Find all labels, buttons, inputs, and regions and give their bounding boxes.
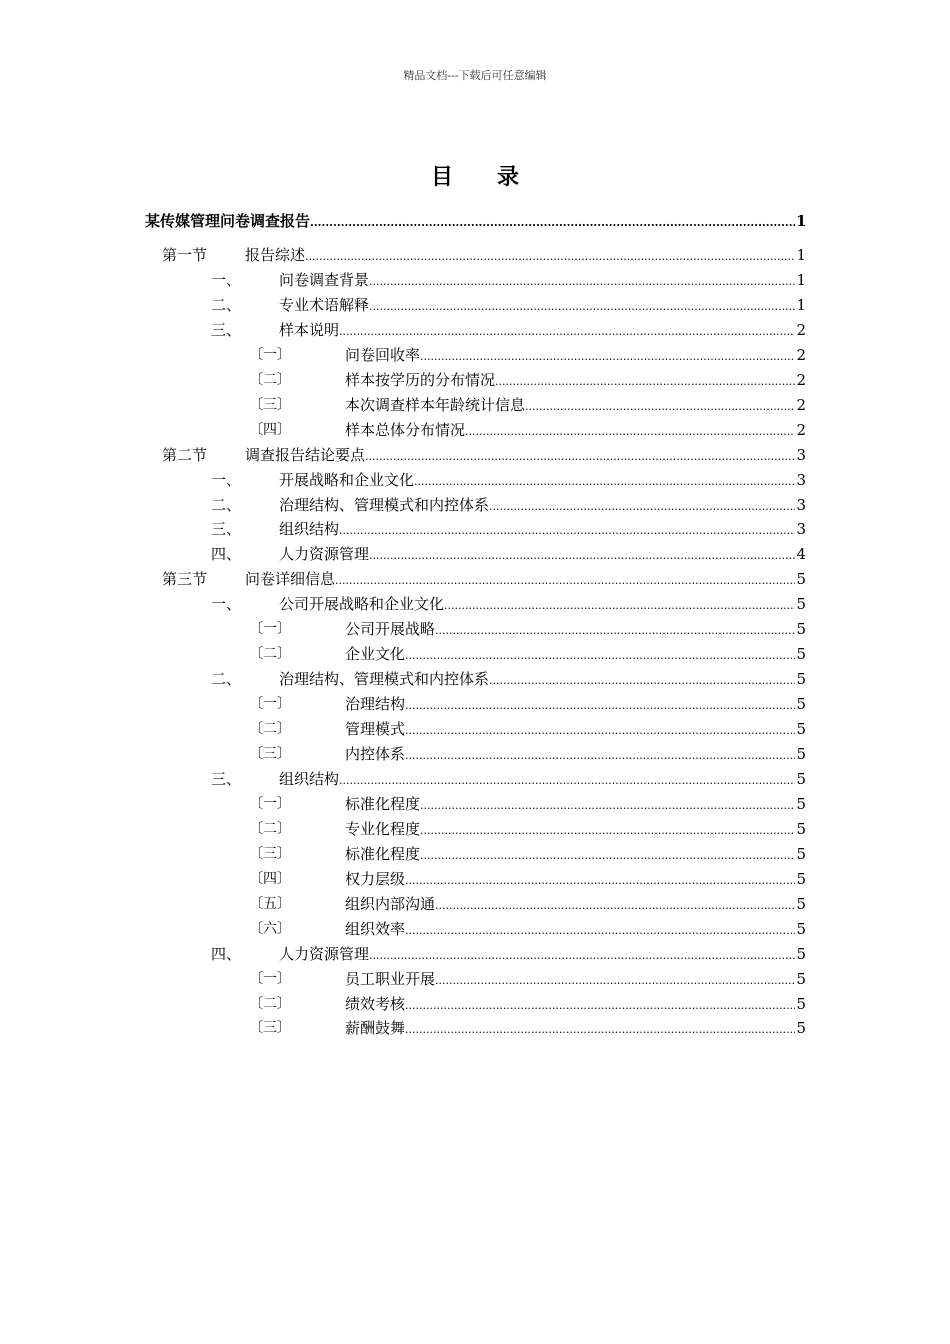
toc-entry-page-number: 5 — [796, 1019, 806, 1037]
toc-entry-leader-line — [279, 269, 795, 293]
toc-entry[interactable] — [0, 968, 950, 990]
toc-entry-title: 绩效考核 — [345, 995, 406, 1013]
toc-dot-leader — [369, 271, 795, 293]
toc-entry-leader-line — [279, 494, 795, 518]
toc-entry-number: 第二节 — [162, 446, 208, 464]
toc-entry-title: 员工职业开展 — [345, 970, 436, 988]
toc-entry-title: 标准化程度 — [345, 795, 421, 813]
toc-dot-leader — [405, 995, 795, 1017]
toc-entry-page-number: 1 — [796, 212, 807, 230]
toc-dot-leader — [420, 795, 795, 817]
toc-dot-leader — [405, 745, 795, 767]
toc-entry-page-number: 5 — [796, 595, 806, 613]
toc-entry-page-number: 2 — [796, 421, 806, 439]
toc-dot-leader — [369, 945, 795, 967]
toc-dot-leader — [435, 970, 795, 992]
toc-entry-title: 公司开展战略 — [345, 620, 436, 638]
toc-entry[interactable] — [0, 369, 950, 391]
toc-dot-leader — [369, 296, 795, 318]
toc-entry-number: 三、 — [211, 321, 242, 339]
toc-entry-number: 〔二〕 — [249, 721, 291, 737]
toc-entry-title: 组织效率 — [345, 920, 406, 938]
toc-entry[interactable] — [0, 419, 950, 441]
toc-entry[interactable] — [0, 843, 950, 865]
toc-dot-leader — [405, 920, 795, 942]
toc-entry[interactable] — [0, 210, 950, 232]
toc-entry-page-number: 5 — [796, 895, 806, 913]
toc-entry-number: 〔二〕 — [249, 372, 291, 388]
toc-entry-title: 组织结构 — [279, 770, 340, 788]
toc-dot-leader — [420, 845, 795, 867]
toc-entry-number: 三、 — [211, 520, 242, 538]
toc-entry-leader-line — [345, 419, 795, 443]
toc-entry-number: 〔三〕 — [249, 846, 291, 862]
toc-entry-leader-line — [345, 743, 795, 767]
toc-entry[interactable] — [0, 993, 950, 1015]
toc-entry[interactable] — [0, 244, 950, 266]
toc-entry-leader-line — [279, 518, 795, 542]
toc-entry[interactable] — [0, 718, 950, 740]
toc-entry[interactable] — [0, 269, 950, 291]
toc-entry-page-number: 5 — [796, 995, 806, 1013]
toc-entry-leader-line — [345, 643, 795, 667]
toc-entry[interactable] — [0, 643, 950, 665]
toc-entry-page-number: 5 — [796, 670, 806, 688]
toc-entry-number: 〔二〕 — [249, 646, 291, 662]
toc-entry[interactable] — [0, 294, 950, 316]
toc-entry-page-number: 4 — [796, 545, 806, 563]
toc-entry-number: 〔一〕 — [249, 971, 291, 987]
toc-entry-title: 企业文化 — [345, 645, 406, 663]
toc-entry-leader-line — [279, 294, 795, 318]
toc-dot-leader — [420, 346, 795, 368]
toc-dot-leader — [365, 446, 795, 468]
toc-entry-leader-line — [279, 768, 795, 792]
toc-entry-page-number: 5 — [796, 795, 806, 813]
toc-entry[interactable] — [0, 918, 950, 940]
toc-entry[interactable] — [0, 518, 950, 540]
toc-entry-title: 问卷回收率 — [345, 346, 421, 364]
toc-entry-page-number: 5 — [796, 620, 806, 638]
toc-entry-page-number: 3 — [796, 446, 806, 464]
toc-entry-number: 〔二〕 — [249, 821, 291, 837]
toc-entry-title: 组织结构 — [279, 520, 340, 538]
toc-entry-title: 本次调查样本年龄统计信息 — [345, 396, 526, 414]
toc-entry-number: 〔四〕 — [249, 422, 291, 438]
toc-entry-leader-line — [345, 1017, 795, 1041]
toc-entry-page-number: 3 — [796, 496, 806, 514]
toc-entry[interactable] — [0, 693, 950, 715]
toc-entry-page-number: 5 — [796, 770, 806, 788]
toc-entry-title: 样本总体分布情况 — [345, 421, 466, 439]
toc-entry-number: 〔二〕 — [249, 996, 291, 1012]
toc-entry-number: 四、 — [211, 545, 242, 563]
toc-entry[interactable] — [0, 768, 950, 790]
toc-entry-leader-line — [345, 993, 795, 1017]
toc-entry-leader-line — [279, 319, 795, 343]
toc-entry[interactable] — [0, 494, 950, 516]
toc-entry-leader-line — [279, 593, 795, 617]
toc-entry[interactable] — [0, 1017, 950, 1039]
toc-entry-leader-line — [345, 968, 795, 992]
toc-entry-title: 标准化程度 — [345, 845, 421, 863]
toc-entry-leader-line — [345, 693, 795, 717]
toc-entry-page-number: 2 — [796, 396, 806, 414]
toc-entry-leader-line — [345, 344, 795, 368]
toc-entry[interactable] — [0, 469, 950, 491]
toc-entry-leader-line — [345, 918, 795, 942]
toc-entry-title: 内控体系 — [345, 745, 406, 763]
toc-entry[interactable] — [0, 893, 950, 915]
toc-entry-title: 报告综述 — [245, 246, 306, 264]
toc-entry-number: 〔三〕 — [249, 746, 291, 762]
toc-entry-page-number: 2 — [796, 346, 806, 364]
toc-entry-leader-line — [345, 718, 795, 742]
toc-entry-title: 样本按学历的分布情况 — [345, 371, 496, 389]
toc-entry-number: 第一节 — [162, 246, 208, 264]
toc-dot-leader — [495, 371, 795, 393]
toc-dot-leader — [444, 595, 795, 617]
toc-entry-number: 〔三〕 — [249, 397, 291, 413]
toc-entry[interactable] — [0, 668, 950, 690]
toc-entry-title: 问卷详细信息 — [245, 570, 336, 588]
toc-entry-number: 二、 — [211, 496, 242, 514]
toc-entry-leader-line — [345, 394, 795, 418]
toc-entry-leader-line — [245, 244, 795, 268]
toc-entry[interactable] — [0, 793, 950, 815]
toc-entry[interactable] — [0, 618, 950, 640]
toc-entry-leader-line — [279, 668, 795, 692]
toc-entry-leader-line — [279, 469, 795, 493]
toc-entry-title: 人力资源管理 — [279, 545, 370, 563]
toc-entry[interactable] — [0, 743, 950, 765]
toc-entry-title: 治理结构、管理模式和内控体系 — [279, 670, 490, 688]
toc-entry[interactable] — [0, 868, 950, 890]
toc-dot-leader — [305, 246, 795, 268]
toc-entry[interactable] — [0, 319, 950, 341]
toc-entry-title: 某传媒管理问卷调查报告 — [145, 212, 311, 230]
toc-entry-page-number: 5 — [796, 820, 806, 838]
toc-entry-title: 权力层级 — [345, 870, 406, 888]
toc-entry-number: 四、 — [211, 945, 242, 963]
toc-dot-leader — [465, 421, 795, 443]
toc-entry-page-number: 1 — [796, 271, 806, 289]
toc-entry-number: 二、 — [211, 670, 242, 688]
toc-dot-leader — [405, 870, 795, 892]
toc-entry-leader-line — [245, 444, 795, 468]
toc-entry-number: 〔三〕 — [249, 1020, 291, 1036]
toc-dot-leader — [310, 212, 795, 234]
toc-entry-number: 〔一〕 — [249, 621, 291, 637]
toc-entry[interactable] — [0, 394, 950, 416]
toc-entry-page-number: 2 — [796, 371, 806, 389]
toc-entry-page-number: 3 — [796, 520, 806, 538]
toc-entry-leader-line — [345, 868, 795, 892]
toc-dot-leader — [339, 770, 795, 792]
toc-entry-page-number: 5 — [796, 720, 806, 738]
toc-entry-leader-line — [279, 543, 795, 567]
toc-entry-title: 开展战略和企业文化 — [279, 471, 415, 489]
toc-entry-title: 管理模式 — [345, 720, 406, 738]
toc-entry-number: 二、 — [211, 296, 242, 314]
toc-entry-leader-line — [145, 210, 795, 234]
toc-dot-leader — [435, 620, 795, 642]
toc-entry-page-number: 5 — [796, 745, 806, 763]
toc-entry-leader-line — [345, 893, 795, 917]
toc-dot-leader — [489, 496, 795, 518]
toc-entry[interactable] — [0, 444, 950, 466]
toc-dot-leader — [405, 720, 795, 742]
toc-entry[interactable] — [0, 568, 950, 590]
toc-entry-title: 治理结构 — [345, 695, 406, 713]
toc-entry[interactable] — [0, 593, 950, 615]
toc-entry-page-number: 5 — [796, 945, 806, 963]
toc-entry-title: 薪酬鼓舞 — [345, 1019, 406, 1037]
toc-entry-title: 治理结构、管理模式和内控体系 — [279, 496, 490, 514]
toc-entry-number: 〔五〕 — [249, 896, 291, 912]
toc-entry-title: 调查报告结论要点 — [245, 446, 366, 464]
toc-entry-leader-line — [345, 369, 795, 393]
toc-entry-page-number: 5 — [796, 970, 806, 988]
toc-entry-number: 〔六〕 — [249, 921, 291, 937]
toc-entry-title: 专业化程度 — [345, 820, 421, 838]
toc-entry[interactable] — [0, 818, 950, 840]
toc-entry-title: 样本说明 — [279, 321, 340, 339]
toc-entry-page-number: 5 — [796, 920, 806, 938]
toc-dot-leader — [414, 471, 795, 493]
toc-entry-title: 公司开展战略和企业文化 — [279, 595, 445, 613]
toc-title-right: 录 — [497, 164, 520, 190]
toc-entry-number: 〔一〕 — [249, 796, 291, 812]
toc-entry-page-number: 5 — [796, 870, 806, 888]
toc-entry-page-number: 5 — [796, 645, 806, 663]
toc-entry-number: 三、 — [211, 770, 242, 788]
toc-entry-number: 一、 — [211, 271, 242, 289]
toc-entry-page-number: 1 — [796, 246, 806, 264]
toc-dot-leader — [369, 545, 795, 567]
toc-entry-page-number: 5 — [796, 695, 806, 713]
toc-entry-title: 专业术语解释 — [279, 296, 370, 314]
toc-dot-leader — [435, 895, 795, 917]
toc-entry-title: 问卷调查背景 — [279, 271, 370, 289]
toc-entry-page-number: 5 — [796, 570, 806, 588]
toc-entry-leader-line — [345, 843, 795, 867]
toc-entry-number: 〔一〕 — [249, 347, 291, 363]
toc-entry-page-number: 3 — [796, 471, 806, 489]
toc-entry[interactable] — [0, 543, 950, 565]
toc-dot-leader — [405, 645, 795, 667]
toc-entry-leader-line — [279, 943, 795, 967]
toc-title-left: 目 — [430, 164, 453, 190]
toc-title — [0, 160, 950, 191]
toc-entry-title: 组织内部沟通 — [345, 895, 436, 913]
toc-dot-leader — [489, 670, 795, 692]
toc-entry-number: 一、 — [211, 595, 242, 613]
toc-entry-number: 〔四〕 — [249, 871, 291, 887]
toc-dot-leader — [335, 570, 795, 592]
toc-entry[interactable] — [0, 344, 950, 366]
toc-entry-leader-line — [345, 793, 795, 817]
toc-entry-number: 〔一〕 — [249, 696, 291, 712]
toc-entry[interactable] — [0, 943, 950, 965]
toc-entry-leader-line — [345, 618, 795, 642]
toc-dot-leader — [405, 695, 795, 717]
page-header: 精品文档---下载后可任意编辑 — [403, 69, 547, 82]
toc-dot-leader — [405, 1019, 795, 1041]
toc-entry-number: 一、 — [211, 471, 242, 489]
toc-entry-leader-line — [245, 568, 795, 592]
toc-entry-page-number: 1 — [796, 296, 806, 314]
toc-entry-page-number: 2 — [796, 321, 806, 339]
toc-dot-leader — [525, 396, 795, 418]
toc-entry-leader-line — [345, 818, 795, 842]
toc-entry-title: 人力资源管理 — [279, 945, 370, 963]
toc-dot-leader — [339, 520, 795, 542]
toc-dot-leader — [339, 321, 795, 343]
toc-dot-leader — [420, 820, 795, 842]
toc-entry-page-number: 5 — [796, 845, 806, 863]
toc-entry-number: 第三节 — [162, 570, 208, 588]
